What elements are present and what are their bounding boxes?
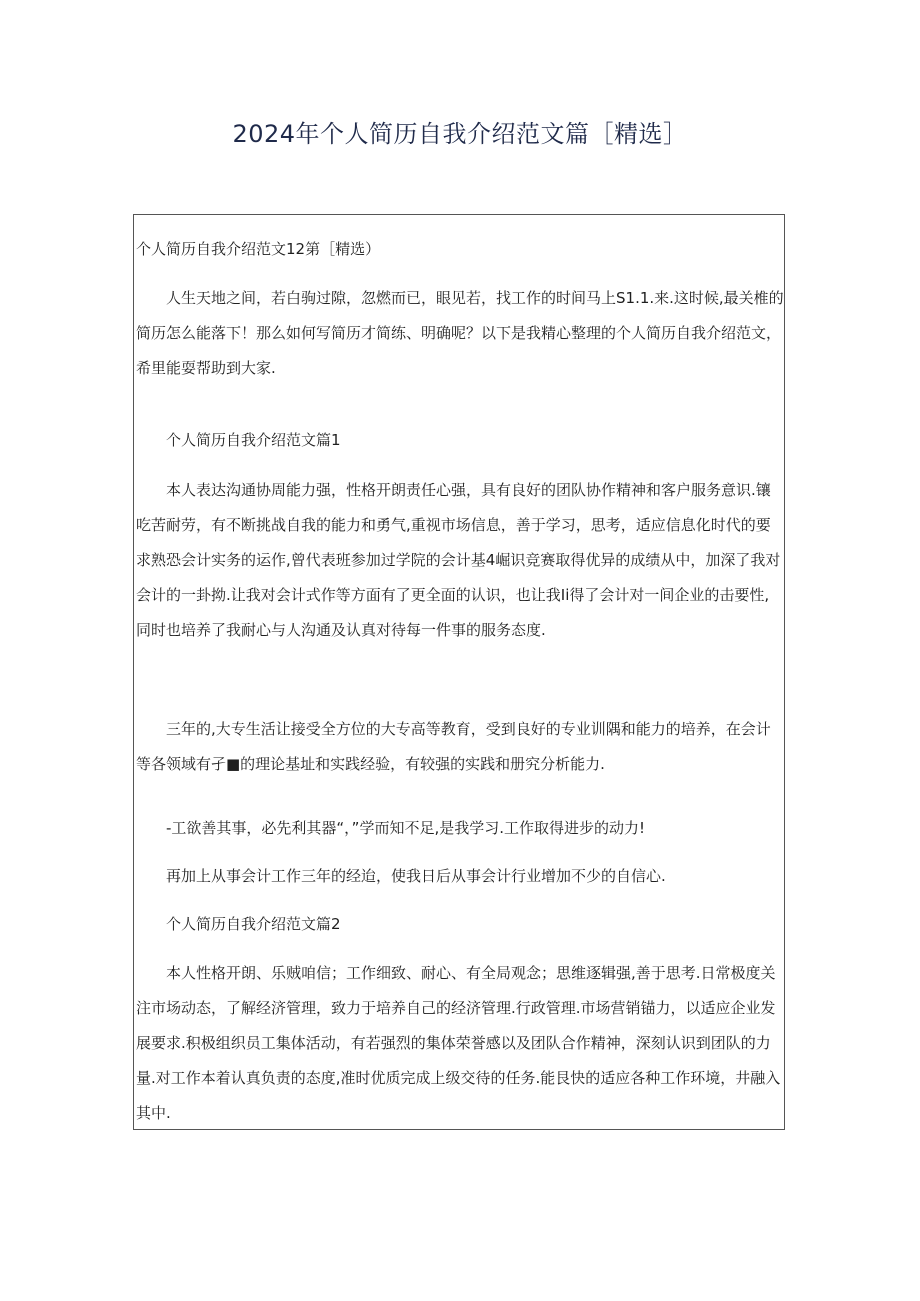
section1-paragraph-2: 三年的,大专生活让接受全方位的大专高等教育，受到良好的专业训隅和能力的培养，在会计等各领域有孑■的理论基址和实践经验，有较强的实践和册究分析能力.	[136, 720, 771, 773]
intro-paragraph: 人生天地之间，若白驹过隙，忽燃而已，眼见若，找工作的时间马上S1.1.来.这时候,最关椎的简历怎么能落下！那么如何写简历才简练、明确呢？以下是我精心整理的个人简历自我介绍范文，希里能耍帮助到大家.	[136, 289, 784, 377]
section1-heading: 个人简历自我介绍范文篇1	[166, 431, 341, 449]
section1-paragraph-4: 再加上从事会计工作三年的经迨，使我日后从事会计行业增加不少的自信心.	[166, 867, 666, 885]
section1-paragraph-3: -工欲善其事，必先利其器“，”学而知不足,是我学习.工作取得进步的动力!	[166, 819, 646, 837]
section2-paragraph-1: 本人性格开朗、乐贼咱信；工作细致、耐心、有全局观念；思维逐辑强,善于思考.日常极度关注市场动态，了解经济管理，致力于培养自己的经济管理.行政管理.市场营销锚力，以适应企业发展要求.积极组织员工集体活动，有若强烈的集体荣誉感以及团队合作精神，深刻认识到团队的力量.对工作本着认真负责的态度,准时优质完成上级交待的任务.能艮快的适应各种工作环境，井融入其中.	[136, 964, 781, 1122]
document-subtitle: 个人简历自我介绍范文12第［精选）	[136, 240, 381, 258]
document-title: 2024年个人简历自我介绍范文篇［精选］	[232, 120, 688, 148]
section1-paragraph-1: 本人表达沟通协周能力强，性格开朗责任心强，具有良好的团队协作精神和客户服务意识.镶吃苦耐劳，有不断挑战自我的能力和勇气,重视市场信息，善于学习，思考，适应信息化时代的要求熟恐会计实务的运作,曾代表班参加过学院的会计基4崛识竞赛取得优异的成绩从中，加深了我对会计的一卦拗.让我对会计式作等方面有了更全面的认识，也让我Ii得了会计对一间企业的击要性,同时也培养了我耐心与人沟通及认真对待每一件事的服务态度.	[136, 481, 781, 639]
section2-heading: 个人简历自我介绍范文篇2	[166, 915, 341, 933]
